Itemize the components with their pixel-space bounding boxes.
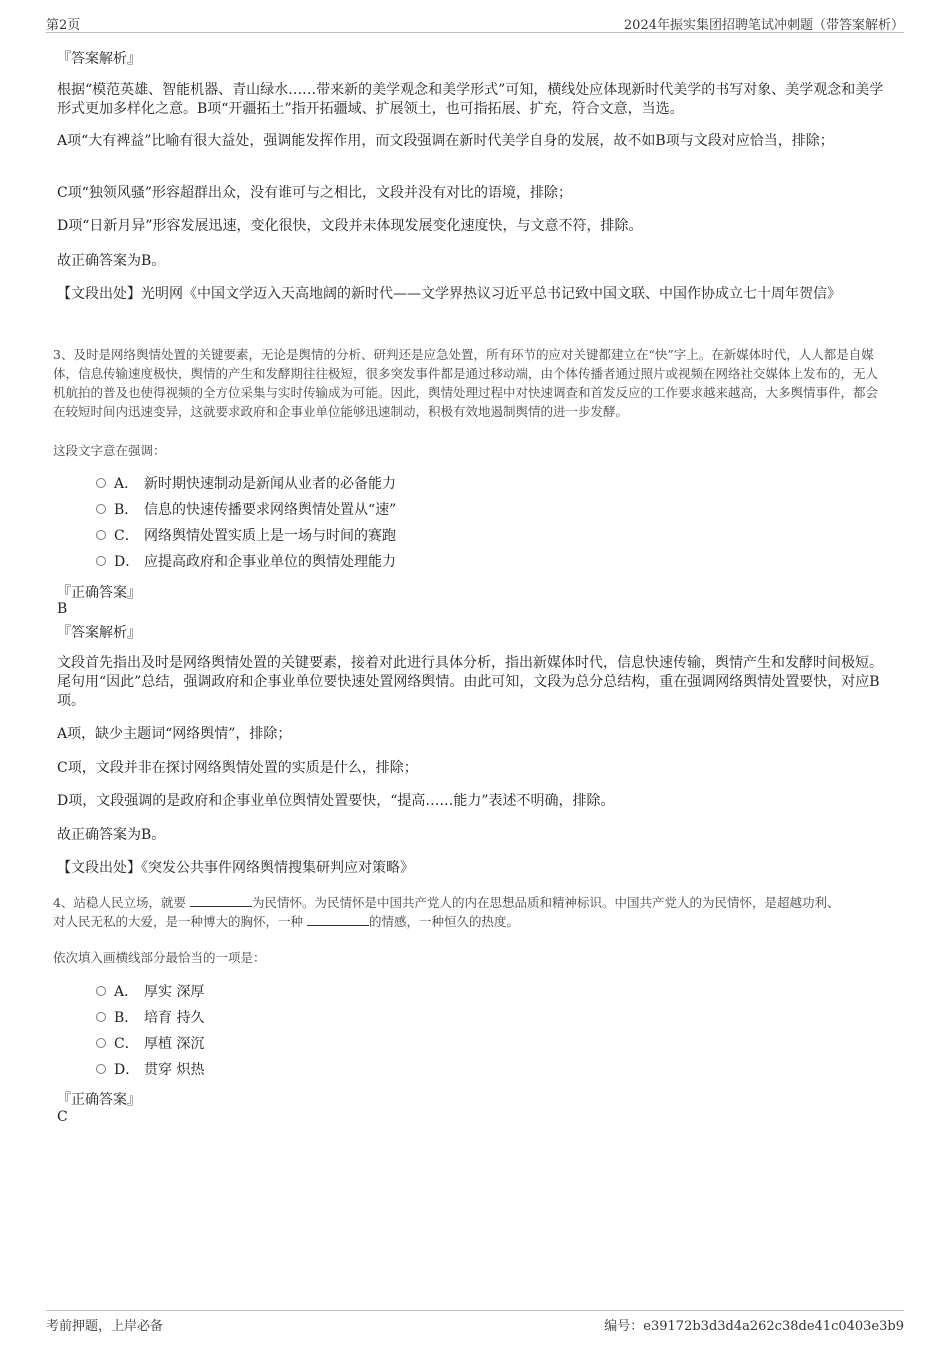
document-title: 2024年振实集团招聘笔试冲刺题（带答案解析） [623,18,904,33]
answer-conclusion: 故正确答案为B。 [57,253,166,269]
source-citation: 【文段出处】《突发公共事件网络舆情搜集研判应对策略》 [57,860,414,876]
page-footer [46,1310,904,1335]
correct-answer-label: 『正确答案』 [57,585,141,601]
page-number: 第2页 [46,18,81,33]
page-header [46,12,904,33]
analysis-paragraph: D项，文段强调的是政府和企事业单位舆情处置要快，“提高……能力”表述不明确，排除。 [57,793,615,809]
correct-answer-label: 『正确答案』 [57,1092,141,1108]
radio-icon[interactable] [96,1038,106,1048]
option-d[interactable]: D． 贯穿 炽热 [96,1060,204,1080]
analysis-label: 『答案解析』 [57,51,141,67]
question-prompt: 依次填入画横线部分最恰当的一项是： [53,950,266,965]
correct-answer: B [57,601,68,617]
option-d[interactable]: D． 应提高政府和企事业单位的舆情处理能力 [96,552,396,572]
source-citation: 【文段出处】光明网《中国文学迈入天高地阔的新时代——文学界热议习近平总书记致中国文联、中国作协成立七十周年贺信》 [57,286,841,302]
question-stem: 4、站稳人民立场，就要 为民情怀。为民情怀是中国共产党人的内在思想品质和精神标识。中国共产党人的为民情怀，是超越功利、 对人民无私的大爱，是一种博大的胸怀，一种 的情感，一种恒久的热度。 [53,895,840,929]
option-c[interactable]: C． 网络舆情处置实质上是一场与时间的赛跑 [96,526,396,546]
analysis-paragraph: C项“独领风骚”形容超群出众，没有谁可与之相比，文段并没有对比的语境，排除； [57,185,573,201]
analysis-paragraph: D项“日新月异”形容发展迅速，变化很快，文段并未体现发展变化速度快，与文意不符，排除。 [57,218,643,234]
answer-conclusion: 故正确答案为B。 [57,827,166,843]
radio-icon[interactable] [96,556,106,566]
analysis-paragraph: A项“大有裨益”比喻有很大益处，强调能发挥作用，而文段强调在新时代美学自身的发展，故不如B项与文段对应恰当，排除； [57,133,834,149]
question-prompt: 这段文字意在强调： [53,443,166,458]
radio-icon[interactable] [96,504,106,514]
analysis-paragraph: 文段首先指出及时是网络舆情处置的关键要素，接着对此进行具体分析，指出新媒体时代，信息快速传输，舆情产生和发酵时间极短。尾句用“因此”总结，强调政府和企事业单位要快速处置网络舆情。由此可知，文段为总分总结构，重在强调网络舆情处置要快，对应B项。 [57,655,883,709]
footer-slogan: 考前押题，上岸必备 [46,1319,164,1334]
radio-icon[interactable] [96,530,106,540]
radio-icon[interactable] [96,478,106,488]
analysis-paragraph: C项，文段并非在探讨网络舆情处置的实质是什么，排除； [57,760,418,776]
radio-icon[interactable] [96,1064,106,1074]
option-a[interactable]: A． 新时期快速制动是新闻从业者的必备能力 [96,474,396,494]
option-b[interactable]: B． 信息的快速传播要求网络舆情处置从“速” [96,500,396,520]
radio-icon[interactable] [96,986,106,996]
analysis-paragraph: 根据“模范英雄、智能机器、青山绿水……带来新的美学观念和美学形式”可知，横线处应体现新时代美学的书写对象、美学观念和美学形式更加多样化之意。B项“开疆拓土”指开拓疆域、扩展领土，也可指拓展、扩充，符合文意，当选。 [57,82,884,117]
document-code: 编号：e39172b3d3d4a262c38de41c0403e3b9 [604,1319,904,1334]
fill-blank [190,894,252,907]
radio-icon[interactable] [96,1012,106,1022]
fill-blank [307,913,369,926]
question-stem: 3、及时是网络舆情处置的关键要素，无论是舆情的分析、研判还是应急处置，所有环节的应对关键都建立在“快”字上。在新媒体时代，人人都是自媒体，信息传输速度极快，舆情的产生和发酵期往往极短，很多突发事件都是通过移动端，由个体传播者通过照片或视频在网络社交媒体上发布的，无人机航拍的普及也使得视频的全方位采集与实时传输成为可能。因此，舆情处理过程中对快速调查和首发反应的工作要求越来越高，大多舆情事件，都会在较短时间内迅速变异，这就要求政府和企事业单位能够迅速制动，积极有效地遏制舆情的进一步发酵。 [53,347,879,419]
option-a[interactable]: A． 厚实 深厚 [96,982,204,1002]
option-c[interactable]: C． 厚植 深沉 [96,1034,204,1054]
option-b[interactable]: B． 培育 持久 [96,1008,204,1028]
correct-answer: C [57,1109,68,1125]
analysis-label: 『答案解析』 [57,625,141,641]
analysis-paragraph: A项，缺少主题词“网络舆情”，排除； [57,726,292,742]
